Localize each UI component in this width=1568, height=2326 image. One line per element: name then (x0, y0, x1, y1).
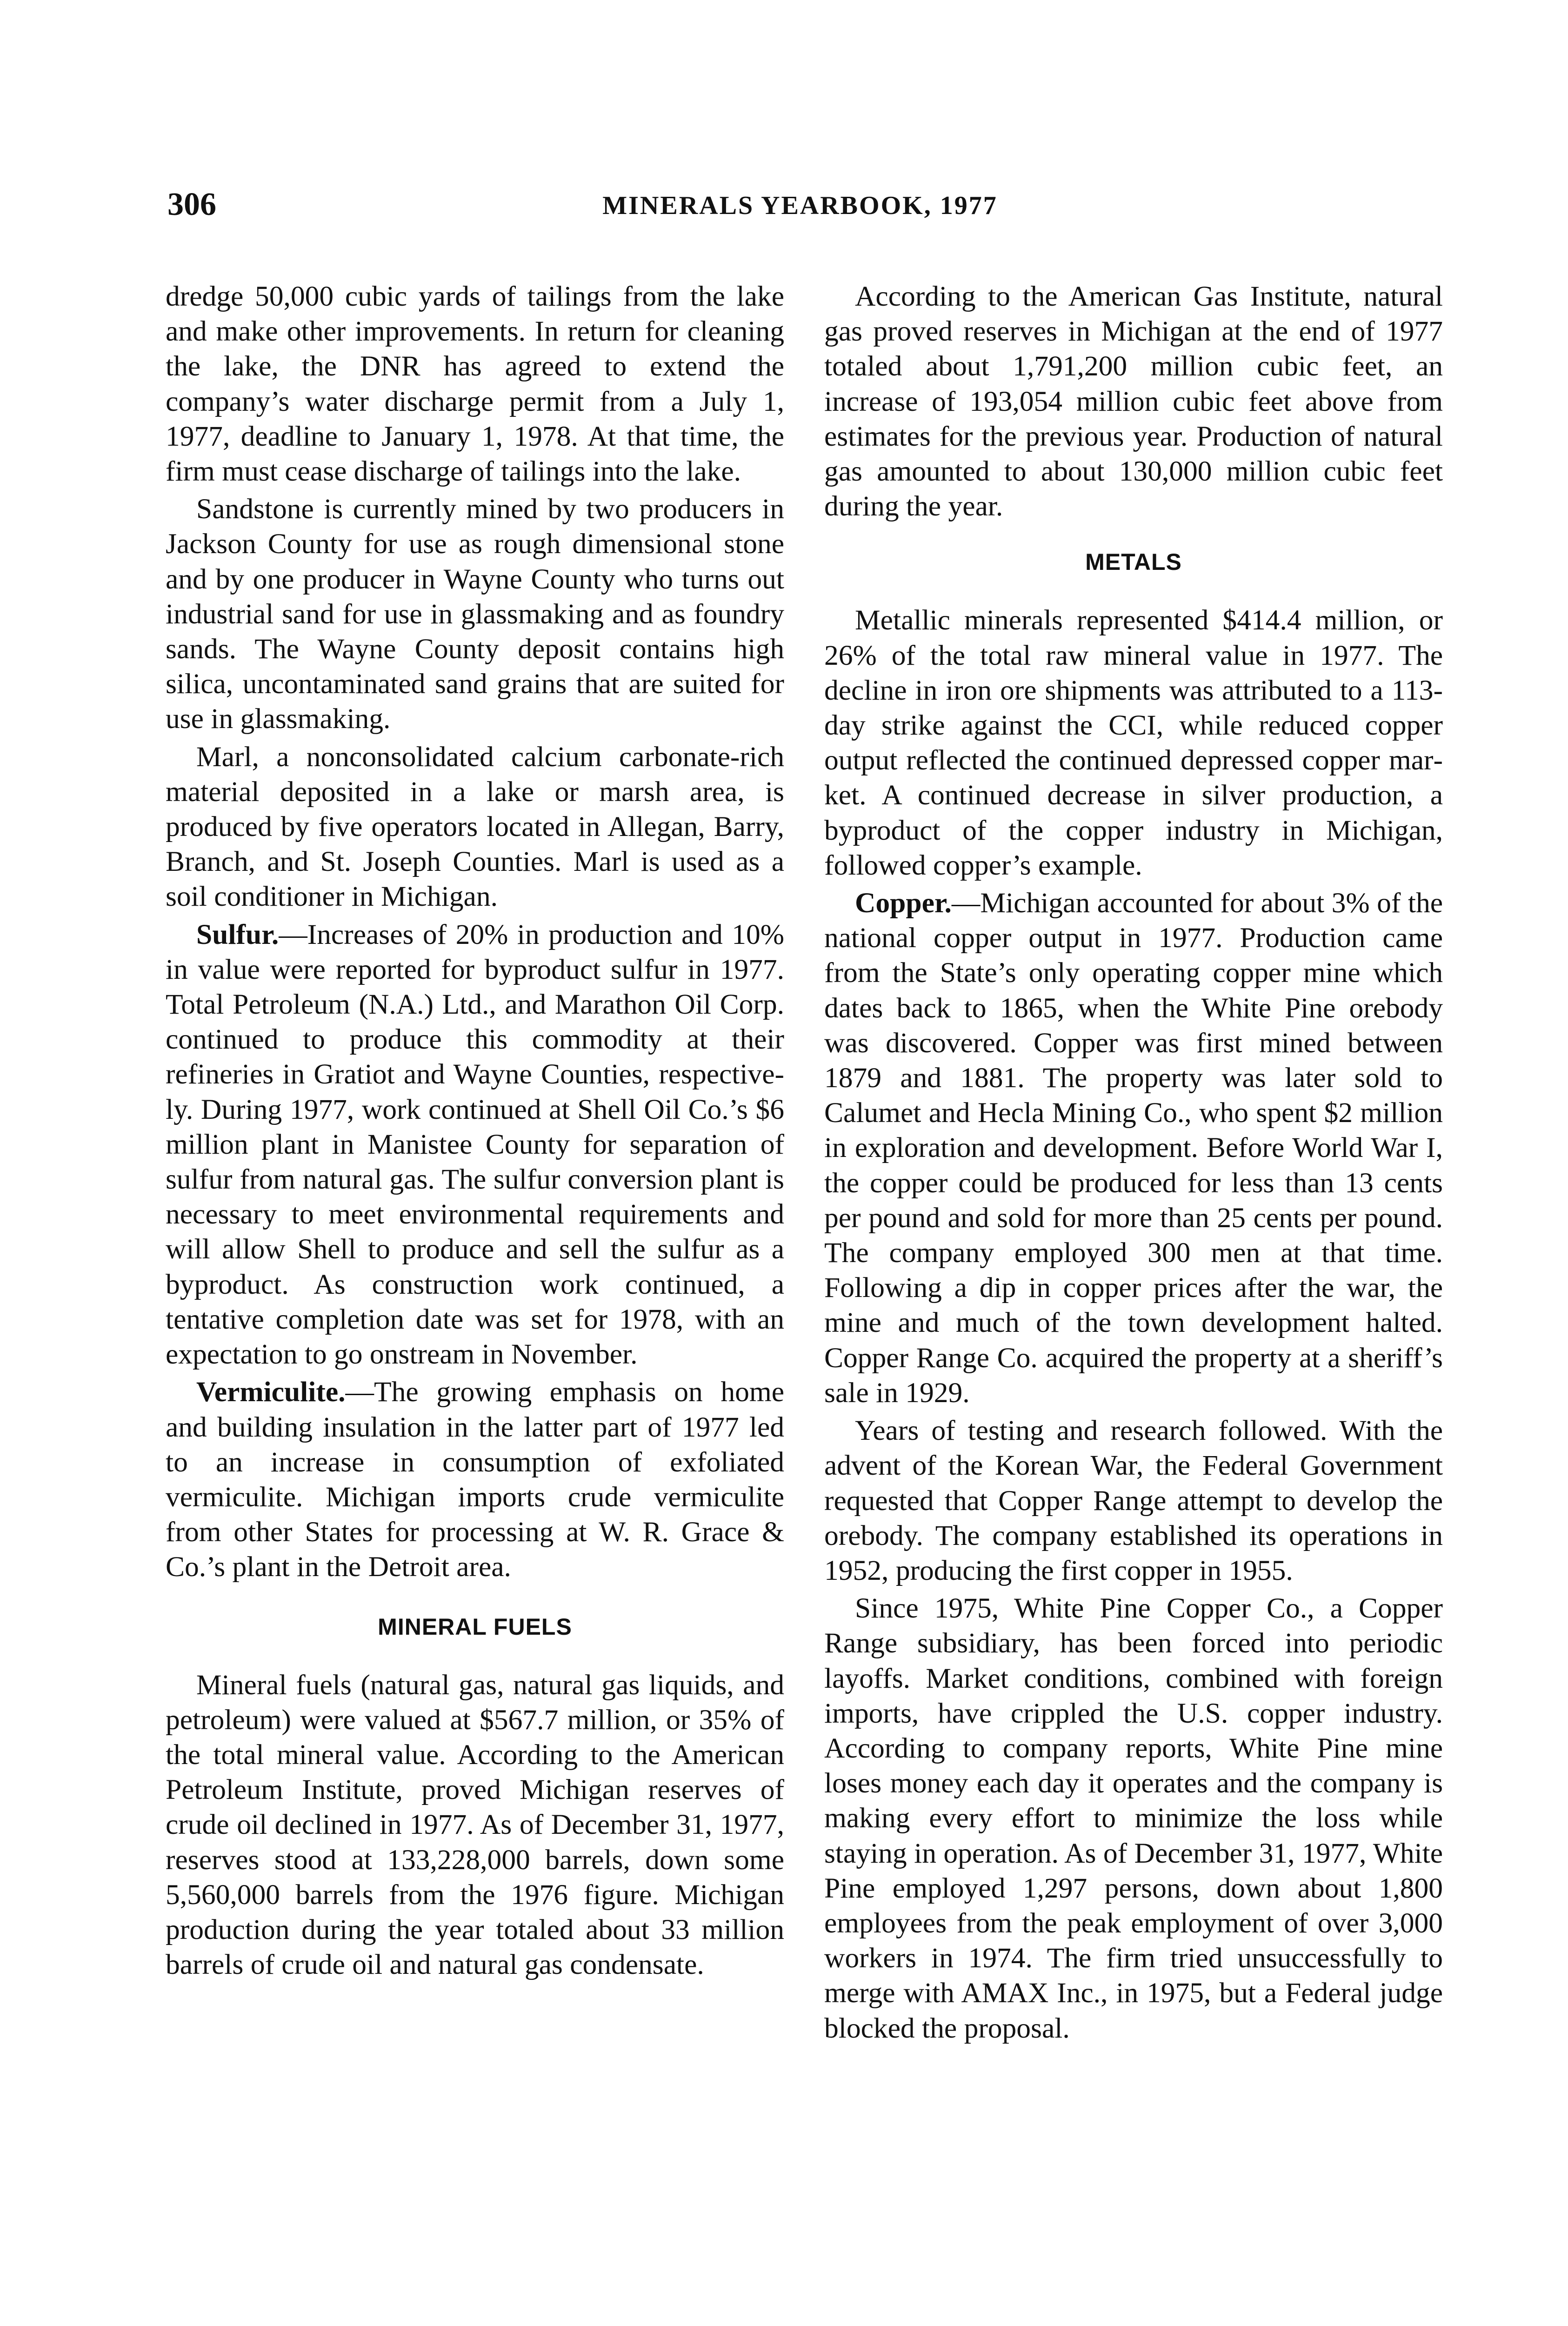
section-heading-metals: METALS (1085, 549, 1182, 575)
paragraph-metals: Metallic minerals represented $414.4 million, or 26% of the total raw mineral value in 1977. The decline in iron ore shipments was attributed to a 113-day strike against the CCI, while reduced copper output reflected the continued depressed copper market. A continued decrease in silver production, a byproduct of the copper industry in Michigan, followed copper’s example. (824, 604, 1443, 881)
paragraph-marl: Marl, a nonconsolidated calcium carbonate-rich material deposited in a lake or marsh area, is produced by five operators located in Allegan, Barry, Branch, and St. Joseph Counties. Marl is used as a soil conditioner in Michigan. (166, 741, 784, 913)
right-column (824, 279, 1443, 2046)
copper-text: —Michigan accounted for about 3% of the national copper output in 1977. Production came from the State’s only operating copper mine which dates back to 1865, when the White Pine orebody was discovered. Copper was first mined between 1879 and 1881. The property was later sold to Calumet and Hecla Mining Co., who spent $2 million in exploration and development. Before World War I, the copper could be produced for less than 13 cents per pound and sold for more than 25 cents per pound. The company employed 300 men at that time. Following a dip in copper prices after the war, the mine and much of the town development halted. Copper Range Co. acquired the property at a sheriff’s sale in 1929. (824, 887, 1443, 1409)
running-head: MINERALS YEARBOOK, 1977 (602, 191, 998, 220)
paragraph-sandstone: Sandstone is currently mined by two producers in Jackson County for use as rough dimensional stone and by one producer in Wayne County who turns out industrial sand for use in glassmaking and as foundry sands. The Wayne County deposit contains high silica, uncontaminated sand grains that are suited for use in glassmaking. (166, 493, 784, 735)
vermiculite-run-in-heading: Vermiculite. (196, 1376, 346, 1408)
paragraph-sulfur (166, 917, 784, 1372)
paragraph-copper (824, 886, 1443, 1410)
left-column (166, 279, 784, 1982)
page-number: 306 (167, 187, 216, 222)
copper-run-in-heading: Copper. (855, 887, 952, 919)
paragraph-white-pine: Since 1975, White Pine Copper Co., a Copper Range subsidiary, has been forced into periodic layoffs. Market conditions, combined with foreign imports, have crippled the U.S. copper industry. According to company reports, White Pine mine loses money each day it operates and the company is making every effort to minimize the loss while staying in operation. As of December 31, 1977, White Pine employed 1,297 persons, down about 1,800 employees from the peak employment of over 3,000 workers in 1974. The firm tried unsuccessfully to merge with AMAX Inc., in 1975, but a Federal judge blocked the proposal. (824, 1592, 1443, 2044)
page-header (167, 186, 1433, 228)
section-heading-mineral-fuels: MINERAL FUELS (378, 1613, 572, 1640)
paragraph-natural-gas: According to the American Gas Institute, natural gas proved reserves in Michigan at the end of 1977 totaled about 1,791,200 million cubic feet, an increase of 193,054 million cubic feet above from estimates for the previous year. Production of natural gas amounted to about 130,000 million cubic feet during the year. (824, 281, 1443, 522)
paragraph-testing-research: Years of testing and research followed. With the advent of the Korean War, the Federal Government requested that Copper Range attempt to develop the orebody. The company established its operations in 1952, producing the first copper in 1955. (824, 1415, 1443, 1586)
sulfur-text: —Increases of 20% in production and 10% in value were reported for byproduct sulfur in 1977. Total Petroleum (N.A.) Ltd., and Marathon Oil Corp. continued to produce this commodity at their refineries in Gratiot and Wayne Counties, respectively. During 1977, work continued at Shell Oil Co.’s $6 million plant in Manistee County for separation of sulfur from natural gas. The sulfur conversion plant is necessary to meet environmental requirements and will allow Shell to produce and sell the sulfur as a byproduct. As construction work continued, a tentative completion date was set for 1978, with an expectation to go onstream in November. (166, 918, 784, 1370)
vermiculite-text: —The growing emphasis on home and building insulation in the latter part of 1977 led to an increase in consumption of exfoliated vermiculite. Michigan imports crude vermiculite from other States for processing at W. R. Grace & Co.’s plant in the Detroit area. (166, 1376, 784, 1583)
paragraph-mineral-fuels: Mineral fuels (natural gas, natural gas liquids, and petroleum) were valued at $567.7 million, or 35% of the total mineral value. According to the American Petroleum Institute, proved Michigan reserves of crude oil declined in 1977. As of December 31, 1977, reserves stood at 133,228,000 barrels, down some 5,560,000 barrels from the 1976 figure. Michigan production during the year totaled about 33 million barrels of crude oil and natural gas condensate. (166, 1669, 784, 1981)
paragraph-tailings-continued: dredge 50,000 cubic yards of tailings from the lake and make other improvements. In return for cleaning the lake, the DNR has agreed to extend the company’s water discharge permit from a July 1, 1977, deadline to January 1, 1978. At that time, the firm must cease discharge of tailings into the lake. (166, 281, 784, 488)
sulfur-run-in-heading: Sulfur. (196, 918, 279, 950)
paragraph-vermiculite (166, 1375, 784, 1584)
